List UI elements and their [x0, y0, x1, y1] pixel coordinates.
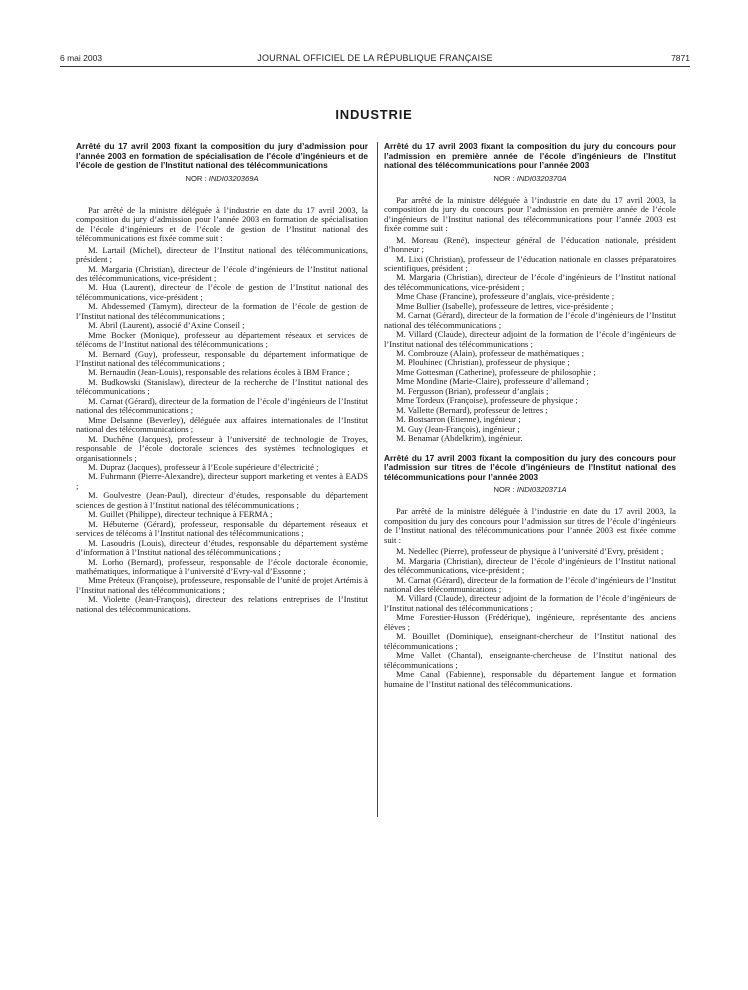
member-entry: M. Guy (Jean-François), ingénieur ; — [396, 423, 520, 434]
nor-reference — [384, 485, 676, 495]
member-entry: M. Margaria (Christian), directeur de l’école d’ingénieurs de l’Institut national des télécommunications, vice-président ; — [384, 555, 676, 576]
member-entry: M. Violette (Jean-François), directeur des relations entreprises de l’Institut national des télécommunications. — [76, 594, 368, 614]
member-entry: M. Vallette (Bernard), professeur de lettres ; — [396, 404, 548, 415]
member-entry: M. Lixi (Christian), professeur de l’éducation nationale en classes préparatoires scientifiques, président ; — [384, 253, 676, 273]
member-entry: M. Hua (Laurent), directeur de l’école de gestion de l’Institut national des télécommunications, vice-président ; — [76, 282, 368, 302]
member-entry: M. Benamar (Abdelkrim), ingénieur. — [396, 433, 523, 444]
member-entry: M. Lartail (Michel), directeur de l’Institut national des télécommunications, président ; — [76, 244, 368, 265]
article-intro: Par arrêté de la ministre déléguée à l’industrie en date du 17 avril 2003, la composition du jury des concours pour l’admission sur titres de l’école d’ingénieurs de l’Institut national des télécommunications pour l’année 2003 est fixée comme suit : — [384, 506, 676, 545]
nor-reference — [76, 174, 368, 184]
member-list — [384, 547, 676, 689]
member-entry: M. Guillet (Philippe), directeur technique à FERMA ; — [88, 509, 273, 520]
member-entry: Mme Delsanne (Beverley), déléguée aux affaires internationales de l’Institut national des télécommunications ; — [76, 414, 368, 435]
member-entry: Mme Vallet (Chantal), enseignante-chercheuse de l’Institut national des télécommunications ; — [384, 650, 676, 670]
nor-label: NOR : — [493, 173, 515, 183]
member-entry: M. Goulvestre (Jean-Paul), directeur d’études, responsable du département sciences de gestion à l’Institut national des télécommunications ; — [76, 490, 368, 510]
member-entry: Mme Gottesman (Catherine), professeure de philosophie ; — [396, 366, 596, 377]
member-entry: M. Combrouze (Alain), professeur de mathématiques ; — [396, 348, 585, 359]
member-entry: M. Margaria (Christian), directeur de l’école d’ingénieurs de l’Institut national des télécommunications, vice-président ; — [384, 272, 676, 292]
member-entry: Mme Mondine (Marie-Claire), professeure d’allemand ; — [396, 376, 589, 387]
journal-title: JOURNAL OFFICIEL DE LA RÉPUBLIQUE FRANÇAISE — [257, 53, 493, 63]
member-entry: M. Bostsarron (Etienne), ingénieur ; — [396, 414, 521, 425]
running-header — [60, 52, 690, 66]
article-intro: Par arrêté de la ministre déléguée à l’industrie en date du 17 avril 2003, la composition du jury d’admission pour l’année 2003 en formation de spécialisation de l’école d’ingénieurs et de l’école de gestion de l’Institut national des télécommunications est fixée comme suit : — [76, 204, 368, 244]
header-date: 6 mai 2003 — [60, 53, 103, 63]
nor-reference — [384, 174, 676, 184]
member-entry: Mme Préteux (Françoise), professeure, responsable de l’unité de projet Artémis à l’Institut national des télécommunications ; — [76, 575, 368, 595]
member-entry: Mme Canal (Fabienne), responsable du département langue et formation humaine de l’Institut national des télécommunications. — [384, 669, 676, 689]
member-entry: M. Villard (Claude), directeur adjoint de la formation de l’école d’ingénieurs de l’Institut national des télécommunications ; — [384, 593, 676, 613]
member-entry: M. Villard (Claude), directeur adjoint de la formation de l’école d’ingénieurs de l’Institut national des télécommunications ; — [384, 329, 676, 349]
right-column — [384, 142, 676, 689]
nor-code: INDI0320370A — [516, 173, 567, 183]
article-title: Arrêté du 17 avril 2003 fixant la composition du jury du concours pour l’admission en première année de l’école d’ingénieurs de l’Institut national des télécommunications pour l’année 2003 — [384, 141, 676, 171]
column-divider — [377, 142, 378, 817]
member-entry: Mme Bullier (Isabelle), professeure de lettres, vice-présidente ; — [396, 300, 614, 311]
member-entry: M. Carnat (Gérard), directeur de la formation de l’école d’ingénieurs de l’Institut national des télécommunications ; — [384, 574, 676, 594]
nor-label: NOR : — [493, 485, 515, 495]
member-entry: M. Lasoudris (Louis), directeur d’études, responsable du département système d’information à l’Institut national des télécommunications ; — [76, 537, 368, 558]
article-title: Arrêté du 17 avril 2003 fixant la composition du jury des concours pour l’admission sur titres de l’école d’ingénieurs de l’Institut national des télécommunications pour l’année 2003 — [384, 452, 676, 482]
article-title: Arrêté du 17 avril 2003 fixant la composition du jury d’admission pour l’année 2003 en formation de spécialisation de l’école d’ingénieurs et de l’école de gestion de l’Institut national des télécommunications — [76, 141, 368, 171]
member-entry: M. Bouillet (Dominique), enseignant-chercheur de l’Institut national des télécommunications ; — [384, 631, 676, 651]
member-entry: M. Duchêne (Jacques), professeur à l’université de technologie de Troyes, responsable de l’école doctorale sciences des systèmes technologiques et organisationnels ; — [76, 433, 368, 463]
member-entry: Mme Tordeux (Françoise), professeure de physique ; — [396, 395, 578, 406]
member-entry: M. Dupraz (Jacques), professeur à l’Ecole supérieure d’électricité ; — [88, 462, 319, 473]
member-entry: M. Fergusson (Brian), professeur d’anglais ; — [396, 385, 549, 396]
article-intro: Par arrêté de la ministre déléguée à l’industrie en date du 17 avril 2003, la composition du jury du concours pour l’admission en première année de l’école d’ingénieurs de l’Institut national des télécommunications pour l’année 2003 est fixée comme suit : — [384, 194, 676, 234]
member-entry: M. Moreau (René), inspecteur général de l’éducation nationale, président d’honneur ; — [384, 234, 676, 255]
member-entry: M. Abdessemed (Tamym), directeur de la formation de l’école de gestion de l’Institut national des télécommunications ; — [76, 301, 368, 321]
member-entry: Mme Forestier-Husson (Frédérique), ingénieure, représentante des anciens élèves ; — [384, 612, 676, 632]
member-entry: M. Lorho (Bernard), professeur, responsable de l’école doctorale économie, mathématiques, informatique à l’université d’Evry-val d’Essonne ; — [76, 556, 368, 576]
member-entry: M. Carnat (Gérard), directeur de la formation de l’école d’ingénieurs de l’Institut national des télécommunications ; — [76, 395, 368, 416]
member-entry: M. Nedellec (Pierre), professeur de physique à l’université d’Evry, président ; — [396, 546, 664, 557]
member-entry: M. Plouhinec (Christian), professeur de physique ; — [396, 357, 570, 368]
member-entry: M. Bernard (Guy), professeur, responsable du département informatique de l’Institut national des télécommunications ; — [76, 348, 368, 369]
member-entry: M. Fuhrmann (Pierre-Alexandre), directeur support marketing et ventes à EADS ; — [76, 471, 368, 491]
member-entry: M. Carnat (Gérard), directeur de la formation de l’école d’ingénieurs de l’Institut national des télécommunications ; — [384, 310, 676, 330]
member-entry: M. Hébuterne (Gérard), professeur, responsable du département réseaux et services de télécoms à l’Institut national des télécommunications ; — [76, 518, 368, 539]
left-column — [76, 142, 368, 614]
member-entry: M. Bernaudin (Jean-Louis), responsable des relations écoles à IBM France ; — [88, 367, 350, 378]
nor-code: INDI0320369A — [208, 173, 259, 183]
nor-code: INDI0320371A — [516, 485, 567, 495]
section-title: INDUSTRIE — [335, 107, 413, 122]
header-rule — [60, 66, 690, 67]
member-entry: M. Margaria (Christian), directeur de l’école d’ingénieurs de l’Institut national des télécommunications, vice-président ; — [76, 263, 368, 283]
nor-label: NOR : — [185, 173, 207, 183]
spacer — [76, 188, 368, 206]
member-entry: M. Budkowski (Stanislaw), directeur de la recherche de l’Institut national des télécommunications ; — [76, 376, 368, 397]
member-list — [76, 246, 368, 615]
page-number: 7871 — [671, 53, 690, 63]
member-entry: Mme Bocker (Monique), professeur au département réseaux et services de télécoms de l’Institut national des télécommunications ; — [76, 329, 368, 350]
member-entry: Mme Chase (Francine), professeure d’anglais, vice-présidente ; — [396, 291, 615, 302]
member-entry: M. Abril (Laurent), associé d’Axine Conseil ; — [88, 320, 245, 331]
member-list — [384, 236, 676, 444]
